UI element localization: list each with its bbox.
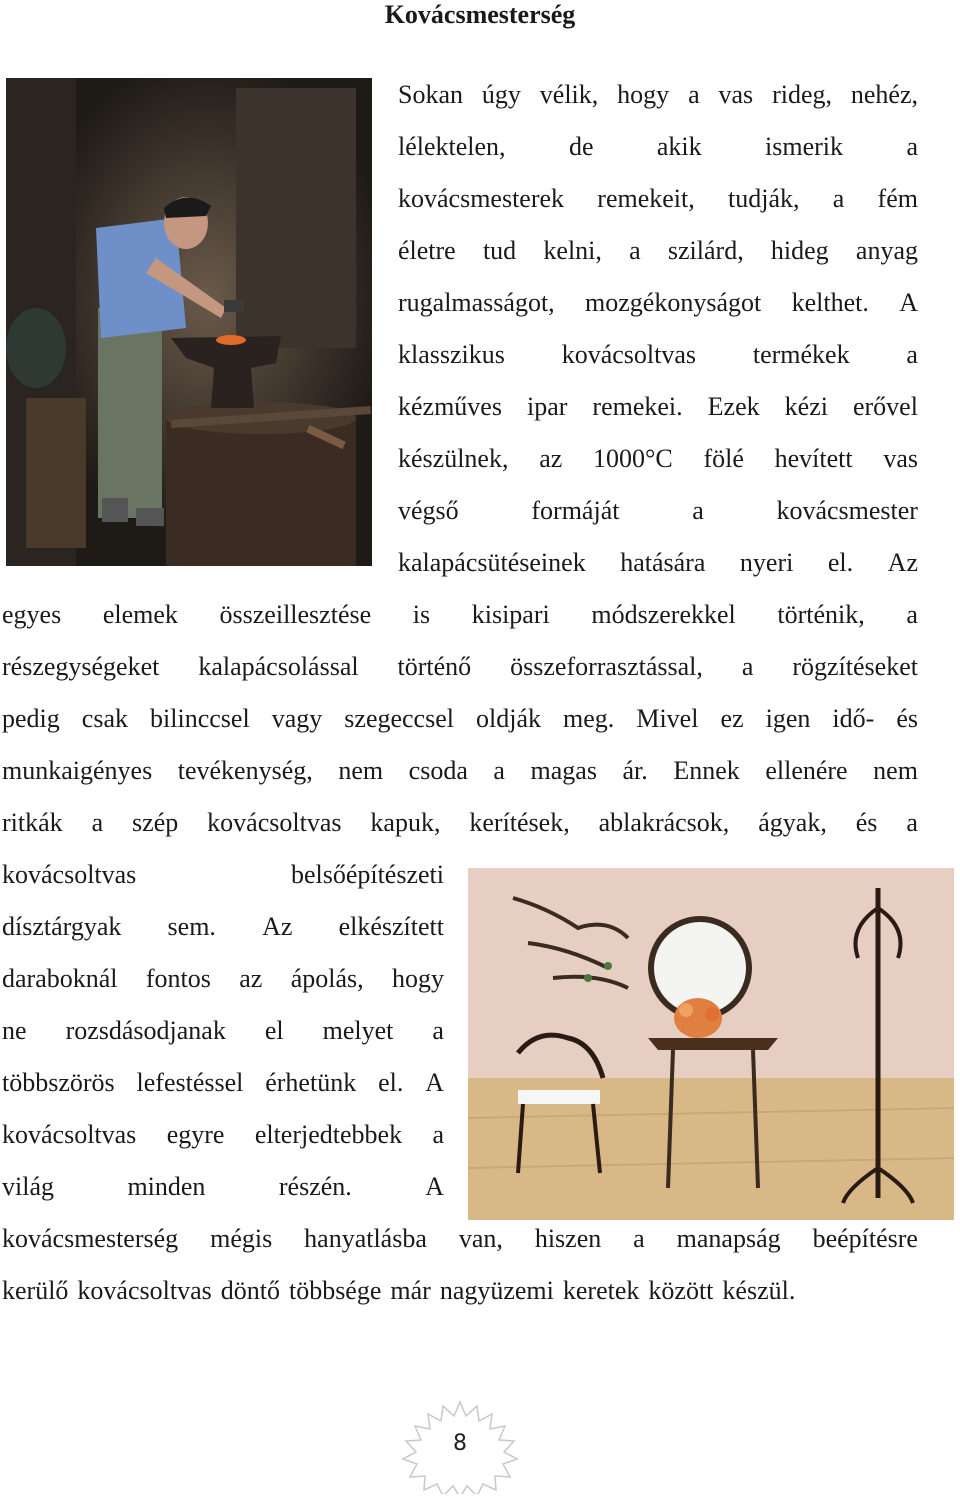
paragraph-line: világ minden részén. A bbox=[2, 1172, 444, 1201]
paragraph-line: életre tud kelni, a szilárd, hideg anyag bbox=[398, 236, 918, 265]
paragraph-line: kovácsmesterség mégis hanyatlásba van, hiszen a manapság beépítésre bbox=[2, 1224, 918, 1253]
paragraph-line: kerülő kovácsoltvas döntő többsége már nagyüzemi keretek között készül. bbox=[2, 1276, 796, 1305]
paragraph-line: kovácsoltvas egyre elterjedtebbek a bbox=[2, 1120, 444, 1149]
paragraph-line: végső formáját a kovácsmester bbox=[398, 496, 918, 525]
wrought-iron-furniture-photo bbox=[468, 868, 954, 1220]
paragraph-line: lélektelen, de akik ismerik a bbox=[398, 132, 918, 161]
paragraph-line: kalapácsütéseinek hatására nyeri el. Az bbox=[398, 548, 918, 577]
paragraph-line: ritkák a szép kovácsoltvas kapuk, kerítések, ablakrácsok, ágyak, és a bbox=[2, 808, 918, 837]
paragraph-line: kovácsoltvas belsőépítészeti bbox=[2, 860, 444, 889]
paragraph-line: kovácsmesterek remekeit, tudják, a fém bbox=[398, 184, 918, 213]
page-number-badge bbox=[395, 1398, 525, 1494]
paragraph-line: munkaigényes tevékenység, nem csoda a magas ár. Ennek ellenére nem bbox=[2, 756, 918, 785]
page-title: Kovácsmesterség bbox=[384, 0, 576, 29]
paragraph-line: részegységeket kalapácsolással történő összeforrasztással, a rögzítéseket bbox=[2, 652, 918, 681]
paragraph-line: készülnek, az 1000°C fölé hevített vas bbox=[398, 444, 918, 473]
paragraph-line: klasszikus kovácsoltvas termékek a bbox=[398, 340, 918, 369]
paragraph-line: pedig csak bilinccsel vagy szegeccsel oldják meg. Mivel ez igen idő- és bbox=[2, 704, 918, 733]
blacksmith-photo bbox=[6, 78, 372, 566]
paragraph-line: Sokan úgy vélik, hogy a vas rideg, nehéz, bbox=[398, 80, 918, 109]
page-number: 8 bbox=[453, 1431, 467, 1456]
paragraph-line: egyes elemek összeillesztése is kisipari módszerekkel történik, a bbox=[2, 600, 918, 629]
paragraph-line: többszörös lefestéssel érhetünk el. A bbox=[2, 1068, 444, 1097]
paragraph-line: rugalmasságot, mozgékonyságot kelthet. A bbox=[398, 288, 918, 317]
paragraph-line: kézműves ipar remekei. Ezek kézi erővel bbox=[398, 392, 918, 421]
paragraph-line: dísztárgyak sem. Az elkészített bbox=[2, 912, 444, 941]
paragraph-line: daraboknál fontos az ápolás, hogy bbox=[2, 964, 444, 993]
paragraph-line: ne rozsdásodjanak el melyet a bbox=[2, 1016, 444, 1045]
